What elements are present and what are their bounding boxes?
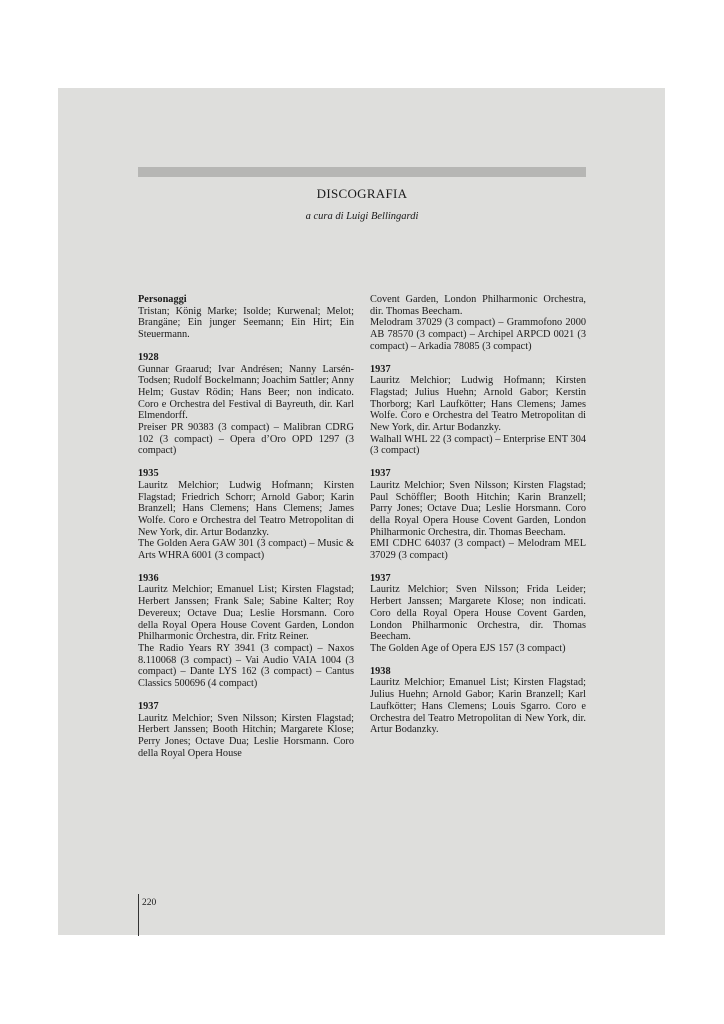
header-bar (138, 167, 586, 177)
entry-cast: Tristan; König Marke; Isolde; Kurwenal; Melot; Brangäne; Ein junger Seemann; Ein Hirt; Ein Steuermann. (138, 305, 354, 341)
entry-cast: Lauritz Melchior; Sven Nilsson; Kirsten Flagstad; Herbert Janssen; Booth Hitchin; Margarete Klose; Perry Jones; Octave Dua; Leslie Horsmann. Coro della Royal Opera House (138, 712, 354, 759)
entry-cast: Lauritz Melchior; Sven Nilsson; Frida Leider; Herbert Janssen; Margarete Klose; non indicati. Coro della Royal Opera House Covent Garden, London Philharmonic Orchestra, dir. Thomas Beecham. (370, 584, 586, 643)
entry-release: Walhall WHL 22 (3 compact) – Enterprise ENT 304 (3 compact) (370, 433, 586, 457)
discography-entry (138, 701, 354, 760)
discography-entry (370, 573, 586, 655)
entry-year: 1937 (370, 468, 391, 480)
entry-cast: Lauritz Melchior; Ludwig Hofmann; Kirsten Flagstad; Julius Huehn; Arnold Gabor; Kerstin Thorborg; Karl Laufkötter; Hans Clemens; James Wolfe. Coro e Orchestra del Teatro Metropolitan di New York, dir. Artur Bodanzky. (370, 375, 586, 434)
discography-entry (138, 468, 354, 562)
right-column (370, 294, 586, 747)
entry-year: 1936 (138, 572, 159, 584)
entry-release: EMI CDHC 64037 (3 compact) – Melodram MEL 37029 (3 compact) (370, 538, 586, 562)
entry-release: The Golden Aera GAW 301 (3 compact) – Music & Arts WHRA 6001 (3 compact) (138, 538, 354, 562)
entry-cast: Lauritz Melchior; Ludwig Hofmann; Kirsten Flagstad; Friedrich Schorr; Arnold Gabor; Karin Branzell; Hans Clemens; Hans Clemens; James Wolfe. Coro e Orchestra del Teatro Metropolitan di New York, dir. Artur Bodanzky. (138, 479, 354, 538)
page-number: 220 (142, 898, 157, 908)
page-title: DISCOGRAFIA (316, 186, 408, 201)
entry-year: 1937 (138, 700, 159, 712)
discography-entry (370, 468, 586, 562)
discography-entry (370, 294, 586, 353)
entry-release: Preiser PR 90383 (3 compact) – Malibran CDRG 102 (3 compact) – Opera d’Oro OPD 1297 (3 compact) (138, 422, 354, 457)
entry-year: 1937 (370, 572, 391, 584)
entry-year: 1937 (370, 363, 391, 375)
page-subtitle: a cura di Luigi Bellingardi (305, 211, 419, 222)
entry-cast: Lauritz Melchior; Sven Nilsson; Kirsten Flagstad; Paul Schöffler; Booth Hitchin; Karin Branzell; Parry Jones; Octave Dua; Leslie Horsmann. Coro della Royal Opera House Covent Garden, London Philharmonic Orchestra, dir. Thomas Beecham. (370, 479, 586, 538)
entry-year: 1938 (370, 665, 391, 677)
footer-rule (138, 894, 139, 936)
entry-cast: Covent Garden, London Philharmonic Orchestra, dir. Thomas Beecham. (370, 294, 586, 317)
left-column (138, 294, 354, 770)
entry-release: The Radio Years RY 3941 (3 compact) – Naxos 8.110068 (3 compact) – Vai Audio VAIA 1004 (3 compact) – Dante LYS 162 (3 compact) – Cantus Classics 500696 (4 compact) (138, 642, 354, 690)
entry-release: The Golden Age of Opera EJS 157 (3 compact) (370, 642, 566, 654)
entry-year: 1935 (138, 468, 159, 480)
entry-release: Melodram 37029 (3 compact) – Grammofono 2000 AB 78570 (3 compact) – Archipel ARPCD 0021 (3 compact) – Arkadia 78085 (3 compact) (370, 317, 586, 352)
entry-cast: Gunnar Graarud; Ivar Andrésen; Nanny Larsén-Todsen; Rudolf Bockelmann; Joachim Sattler; Anny Helm; Gustav Rödin; Hans Beer; non indicato. Coro e Orchestra del Festival di Bayreuth, dir. Karl Elmendorff. (138, 363, 354, 422)
entry-cast: Lauritz Melchior; Emanuel List; Kirsten Flagstad; Herbert Janssen; Frank Sale; Sabine Kalter; Roy Devereux; Octave Dua; Leslie Horsmann. Coro della Royal Opera House Covent Garden, London Philharmonic Orchestra, dir. Fritz Reiner. (138, 584, 354, 643)
discography-entry (370, 666, 586, 736)
discography-entry (138, 352, 354, 457)
entry-cast: Lauritz Melchior; Emanuel List; Kirsten Flagstad; Julius Huehn; Arnold Gabor; Karin Branzell; Karl Laufkötter; Hans Clemens; Louis Sgarro. Coro e Orchestra del Teatro Metropolitan di New York, dir. Artur Bodanzky. (370, 677, 586, 736)
discography-entry (138, 573, 354, 690)
entry-heading: Personaggi (138, 294, 187, 305)
entry-year: 1928 (138, 351, 159, 363)
discography-entry (138, 294, 354, 341)
discography-entry (370, 364, 586, 458)
